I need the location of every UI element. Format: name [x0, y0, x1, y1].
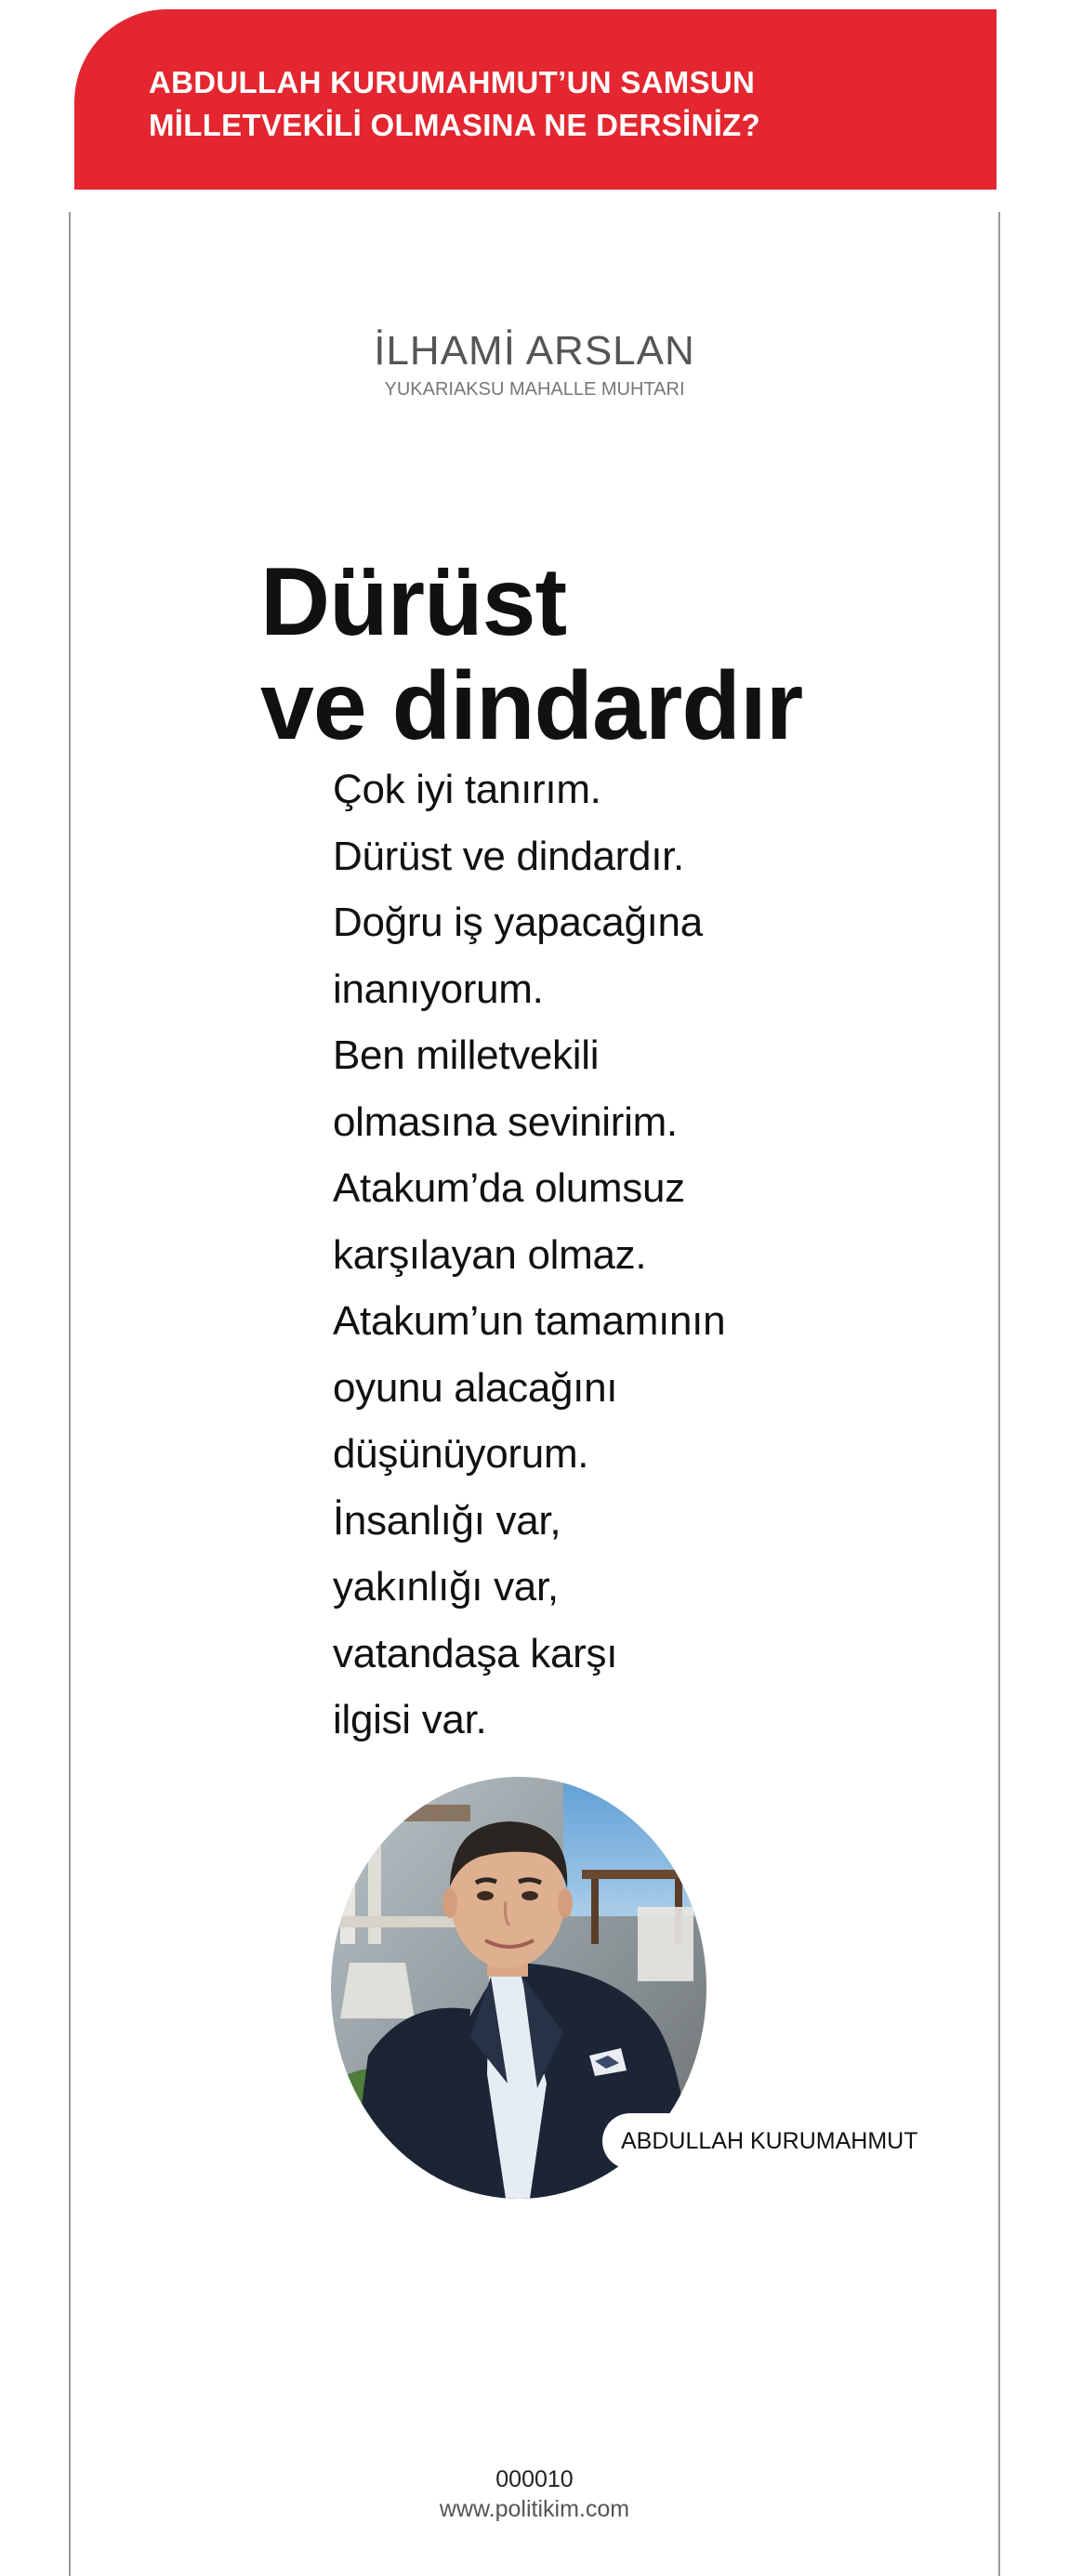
- footer: [0, 2464, 1069, 2524]
- headline-line-1: Dürüst: [260, 548, 567, 656]
- quote-line: Çok iyi tanırım.: [333, 767, 601, 812]
- quote-line: İnsanlığı var,: [333, 1497, 561, 1544]
- quote-line: oyunu alacağını: [333, 1364, 618, 1411]
- quote-line: düşünüyorum.: [333, 1431, 589, 1477]
- quote-line: Atakum’da olumsuz: [333, 1165, 685, 1211]
- frame-left-border: [69, 212, 71, 2576]
- banner-question-line-1: ABDULLAH KURUMAHMUT’UN SAMSUN: [149, 65, 756, 99]
- quote-line: karşılayan olmaz.: [333, 1231, 647, 1278]
- banner-question-line-2: MİLLETVEKİLİ OLMASINA NE DERSİNİZ?: [149, 108, 760, 142]
- quote-line: ilgisi var.: [333, 1697, 487, 1742]
- question-banner: [74, 9, 996, 190]
- quote-line: yakınlığı var,: [333, 1564, 559, 1610]
- quote-body: [333, 756, 909, 1754]
- page-number: 000010: [495, 2466, 574, 2492]
- quote-line: Atakum’un tamamının: [333, 1298, 726, 1344]
- quote-line: inanıyorum.: [333, 966, 544, 1012]
- author-role: YUKARIAKSU MAHALLE MUHTARI: [384, 379, 685, 400]
- headline: [260, 550, 911, 758]
- quote-line: Dürüst ve dindardır.: [333, 833, 684, 879]
- quote-line: Ben milletvekili: [333, 1032, 600, 1078]
- photo-caption: ABDULLAH KURUMAHMUT: [602, 2113, 909, 2169]
- quote-line: vatandaşa karşı: [333, 1630, 618, 1676]
- quote-line: olmasına sevinirim.: [333, 1098, 678, 1145]
- frame-right-border: [998, 212, 1000, 2576]
- quote-line: Doğru iş yapacağına: [333, 900, 703, 945]
- author-name: İLHAMİ ARSLAN: [374, 328, 695, 374]
- headline-line-2: ve dindardır: [260, 652, 803, 760]
- website-link[interactable]: www.politikim.com: [439, 2496, 630, 2522]
- author-block: [0, 327, 1069, 401]
